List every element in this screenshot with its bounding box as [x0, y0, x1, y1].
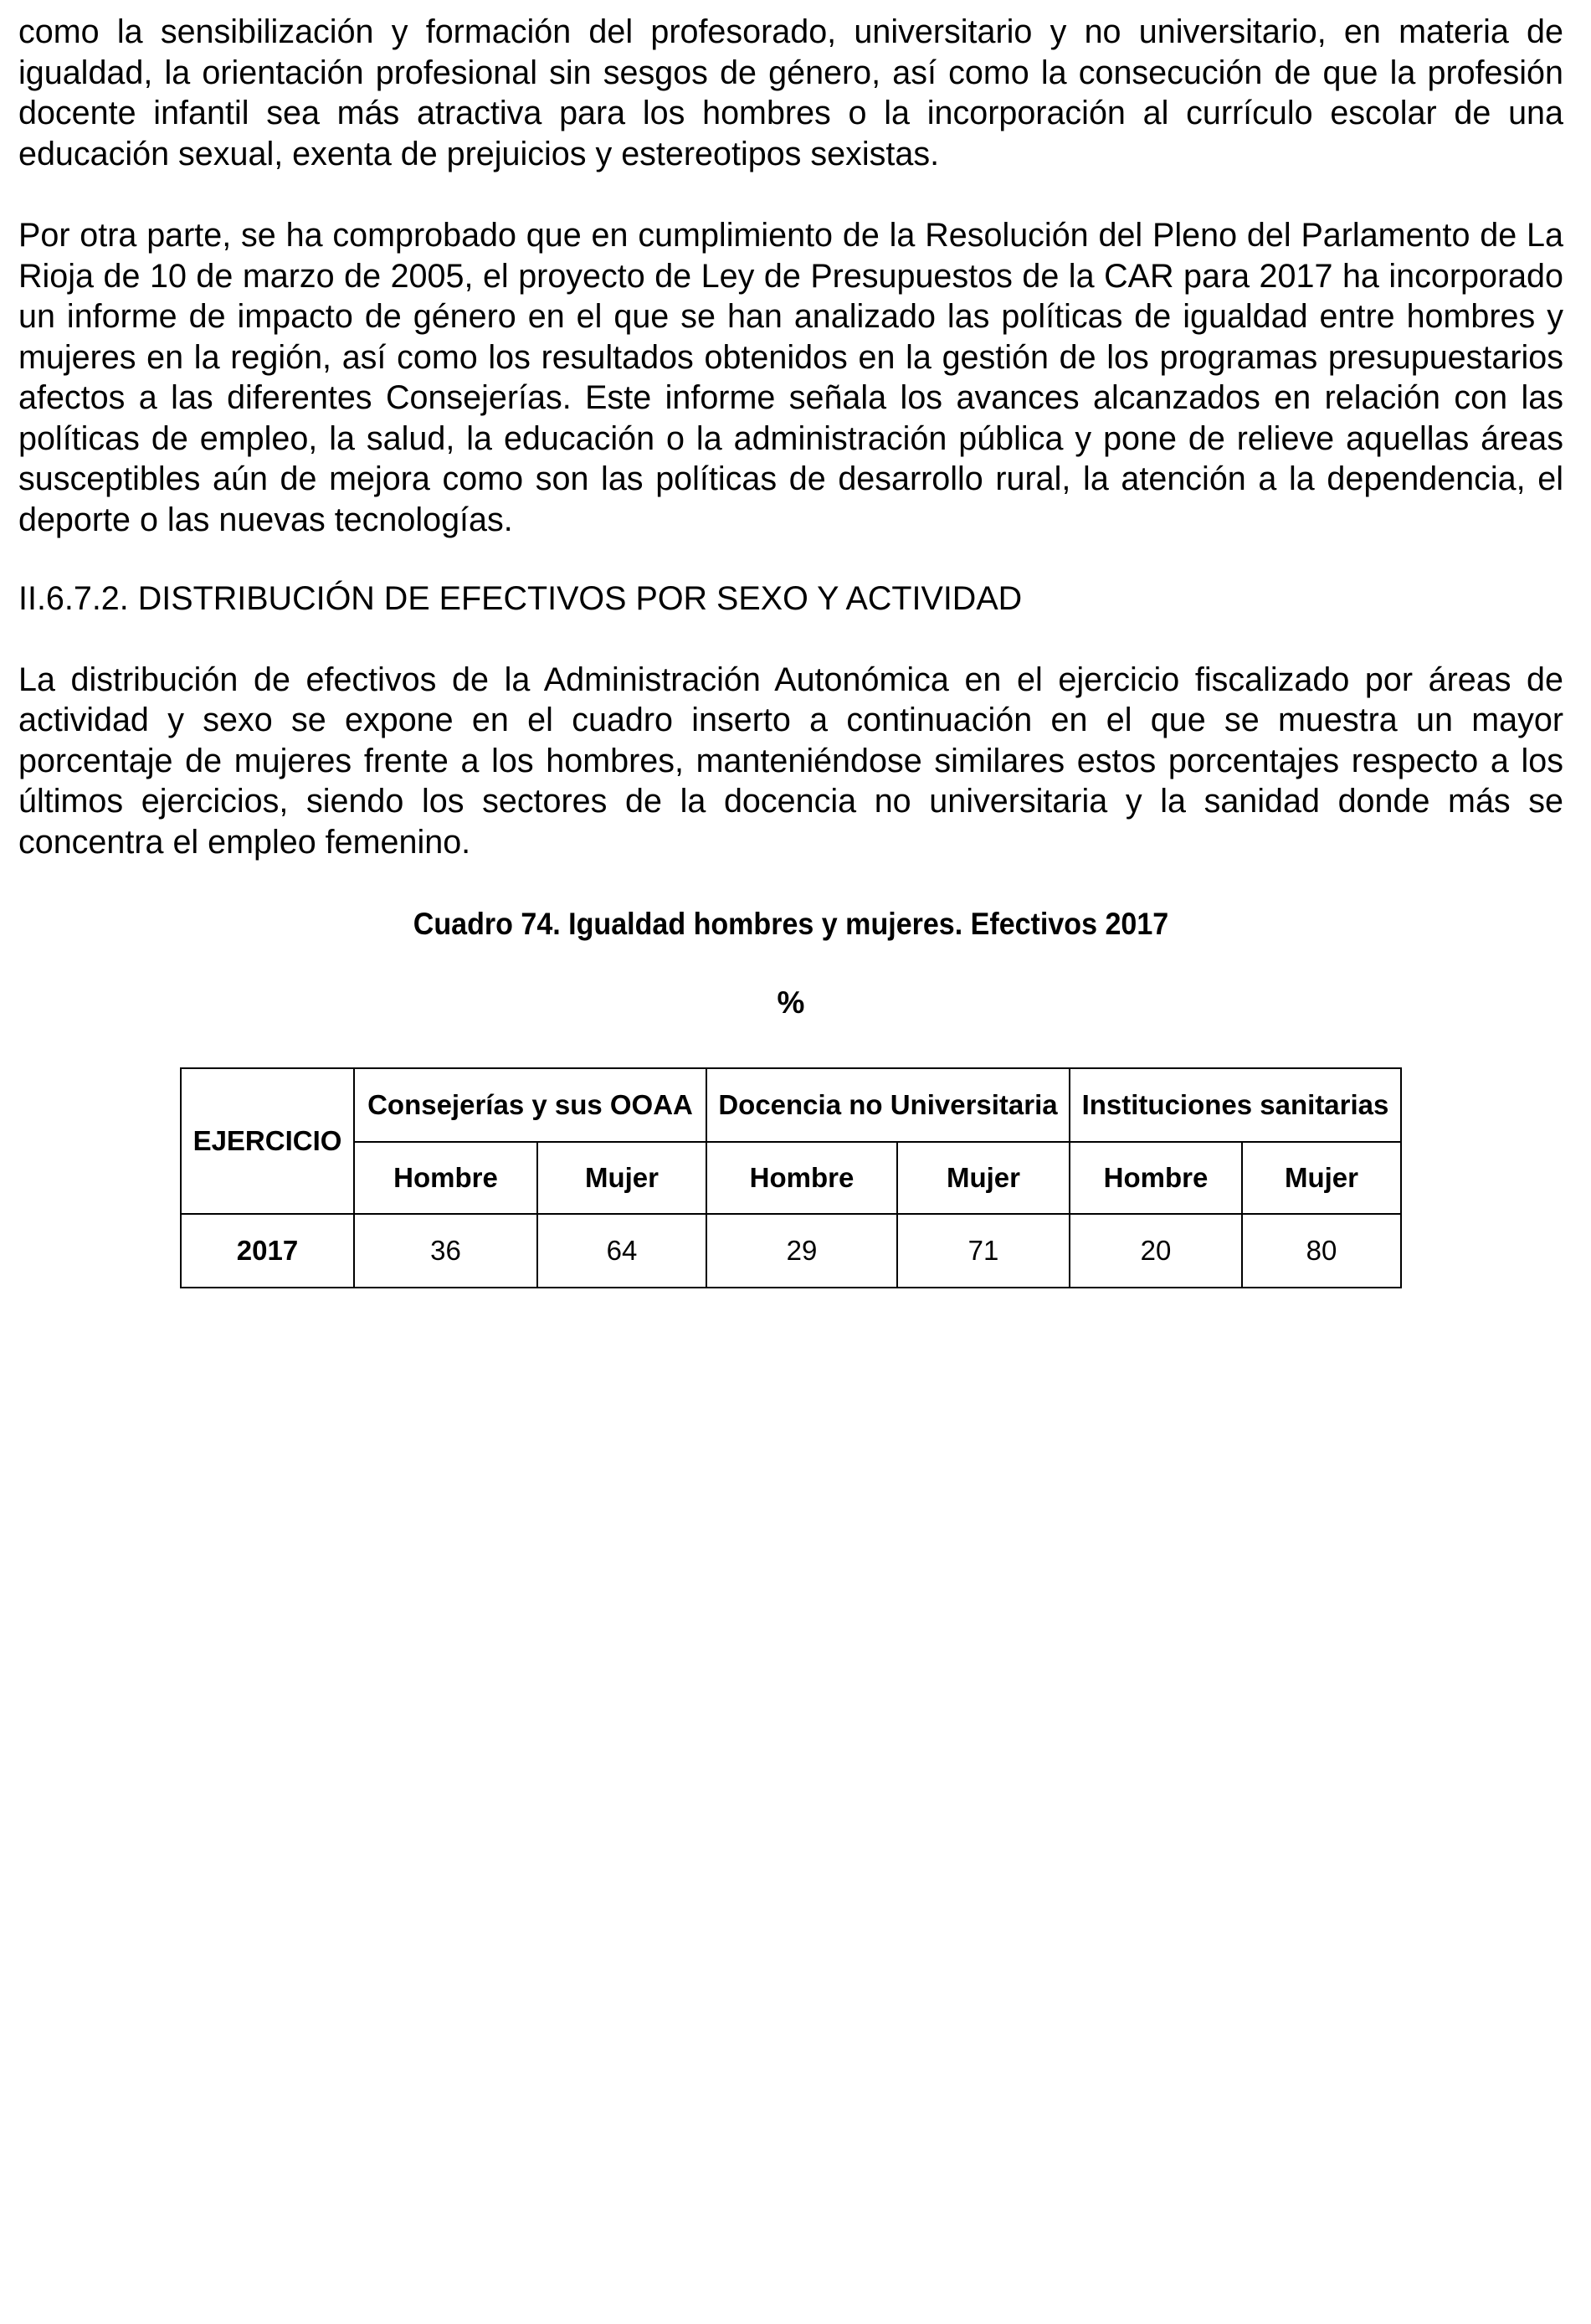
- subheader-hombre: Hombre: [354, 1142, 537, 1214]
- table-container: [180, 1067, 1402, 1288]
- paragraph-gender-report: Por otra parte, se ha comprobado que en cumplimiento de la Resolución del Pleno del Parlamento de La Rioja de 10 de marzo de 2005, el proyecto de Ley de Presupuestos de la CAR para 2017 ha incorporado un informe de impacto de género en el que se han analizado las políticas de igualdad entre hombres y mujeres en la región, así como los resultados obtenidos en la gestión de los programas presupuestarios afectos a las diferentes Consejerías. Este informe señala los avances alcanzados en relación con las políticas de empleo, la salud, la educación o la administración pública y pone de relieve aquellas áreas susceptibles aún de mejora como son las políticas de desarrollo rural, la atención a la dependencia, el deporte o las nuevas tecnologías.: [18, 217, 1563, 538]
- table-header-row: [181, 1068, 1401, 1142]
- cell-value: 29: [706, 1214, 897, 1288]
- cell-value: 80: [1242, 1214, 1401, 1288]
- section-heading: II.6.7.2. DISTRIBUCIÓN DE EFECTIVOS POR SEXO Y ACTIVIDAD: [18, 580, 1023, 617]
- cell-year: 2017: [181, 1214, 354, 1288]
- cell-value: 64: [537, 1214, 706, 1288]
- header-group-docencia: Docencia no Universitaria: [706, 1068, 1070, 1142]
- subheader-mujer: Mujer: [1242, 1142, 1401, 1214]
- table-caption: Cuadro 74. Igualdad hombres y mujeres. Efectivos 2017: [413, 907, 1169, 941]
- document-body: [18, 12, 1563, 1023]
- header-ejercicio: EJERCICIO: [181, 1068, 354, 1214]
- table-subheader-row: [181, 1142, 1401, 1214]
- subheader-mujer: Mujer: [537, 1142, 706, 1214]
- paragraph-intro: como la sensibilización y formación del profesorado, universitario y no universitario, en materia de igualdad, la orientación profesional sin sesgos de género, así como la consecución de que la profesión docente infantil sea más atractiva para los hombres o la incorporación al currículo escolar de una educación sexual, exenta de prejuicios y estereotipos sexistas.: [18, 13, 1563, 172]
- subheader-mujer: Mujer: [897, 1142, 1070, 1214]
- table-unit: %: [777, 985, 805, 1020]
- table-row: [181, 1214, 1401, 1288]
- paragraph-distribution: La distribución de efectivos de la Administración Autonómica en el ejercicio fiscalizado por áreas de actividad y sexo se expone en el cuadro inserto a continuación en el que se muestra un mayor porcentaje de mujeres frente a los hombres, manteniéndose similares estos porcentajes respecto a los últimos ejercicios, siendo los sectores de la docencia no universitaria y la sanidad donde más se concentra el empleo femenino.: [18, 661, 1563, 861]
- cell-value: 71: [897, 1214, 1070, 1288]
- cell-value: 36: [354, 1214, 537, 1288]
- cell-value: 20: [1070, 1214, 1242, 1288]
- header-group-sanitarias: Instituciones sanitarias: [1070, 1068, 1401, 1142]
- header-group-consejerias: Consejerías y sus OOAA: [354, 1068, 706, 1142]
- gender-table: [180, 1067, 1402, 1288]
- subheader-hombre: Hombre: [706, 1142, 897, 1214]
- subheader-hombre: Hombre: [1070, 1142, 1242, 1214]
